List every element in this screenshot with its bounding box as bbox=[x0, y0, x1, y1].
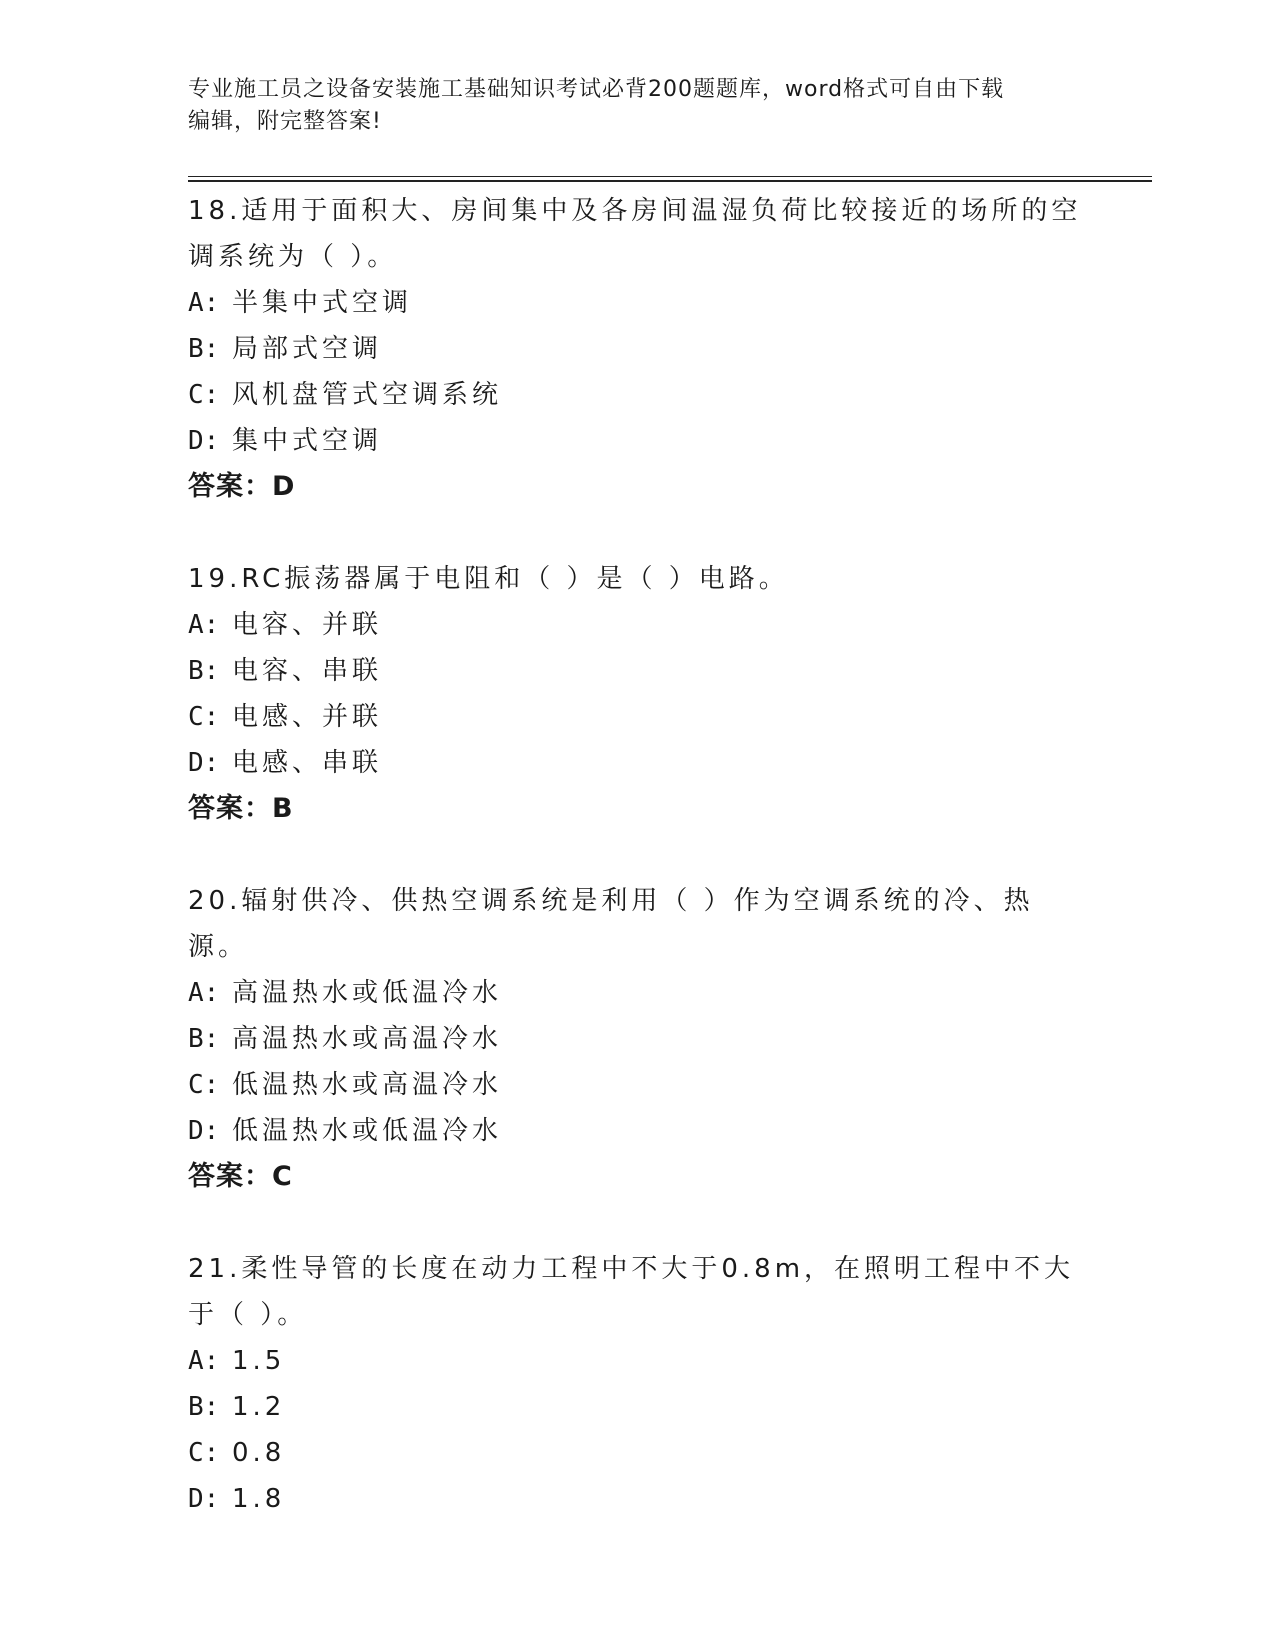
header-line-2: 编辑，附完整答案! bbox=[188, 109, 382, 134]
option-text: 1.2 bbox=[232, 1392, 286, 1422]
option-text: 风机盘管式空调系统 bbox=[232, 380, 503, 410]
question-19 bbox=[188, 556, 1088, 832]
question-stem: 21.柔性导管的长度在动力工程中不大于0.8m，在照明工程中不大于（ ）。 bbox=[188, 1254, 1075, 1330]
option-c bbox=[188, 1430, 1088, 1476]
header-divider-thick bbox=[188, 180, 1152, 182]
option-d bbox=[188, 740, 1088, 786]
option-text: 0.8 bbox=[232, 1438, 286, 1468]
option-b bbox=[188, 1384, 1088, 1430]
option-letter: C: bbox=[188, 702, 220, 732]
option-text: 电感、串联 bbox=[232, 748, 383, 778]
option-text: 集中式空调 bbox=[232, 426, 383, 456]
option-text: 电容、并联 bbox=[232, 610, 383, 640]
option-text: 局部式空调 bbox=[232, 334, 383, 364]
question-stem: 19.RC振荡器属于电阻和（ ）是（ ）电路。 bbox=[188, 564, 789, 594]
option-letter: B: bbox=[188, 334, 220, 364]
option-text: 1.5 bbox=[232, 1346, 286, 1376]
option-text: 高温热水或高温冷水 bbox=[232, 1024, 503, 1054]
option-letter: A: bbox=[188, 1346, 220, 1376]
option-text: 半集中式空调 bbox=[232, 288, 413, 318]
header-divider-thin bbox=[188, 176, 1152, 177]
option-text: 高温热水或低温冷水 bbox=[232, 978, 503, 1008]
question-stem: 20.辐射供冷、供热空调系统是利用（ ）作为空调系统的冷、热源。 bbox=[188, 886, 1034, 962]
option-d bbox=[188, 1108, 1088, 1154]
option-letter: B: bbox=[188, 656, 220, 686]
option-c bbox=[188, 1062, 1088, 1108]
option-text: 低温热水或高温冷水 bbox=[232, 1070, 503, 1100]
option-letter: B: bbox=[188, 1392, 220, 1422]
option-text: 低温热水或低温冷水 bbox=[232, 1116, 503, 1146]
question-stem: 18.适用于面积大、房间集中及各房间温湿负荷比较接近的场所的空调系统为（ ）。 bbox=[188, 196, 1082, 272]
header-line-1: 专业施工员之设备安装施工基础知识考试必背200题题库，word格式可自由下载 bbox=[188, 77, 1005, 102]
option-b bbox=[188, 648, 1088, 694]
option-b bbox=[188, 1016, 1088, 1062]
option-a bbox=[188, 280, 1088, 326]
option-letter: D: bbox=[188, 426, 220, 456]
option-letter: B: bbox=[188, 1024, 220, 1054]
document-header bbox=[188, 74, 1088, 138]
question-21 bbox=[188, 1246, 1088, 1522]
question-20 bbox=[188, 878, 1088, 1200]
option-text: 电容、串联 bbox=[232, 656, 383, 686]
option-text: 1.8 bbox=[232, 1484, 286, 1514]
option-letter: A: bbox=[188, 610, 220, 640]
option-d bbox=[188, 418, 1088, 464]
option-c bbox=[188, 372, 1088, 418]
option-c bbox=[188, 694, 1088, 740]
option-text: 电感、并联 bbox=[232, 702, 383, 732]
option-a bbox=[188, 602, 1088, 648]
option-letter: C: bbox=[188, 1438, 220, 1468]
option-letter: D: bbox=[188, 1116, 220, 1146]
answer-line: 答案：C bbox=[188, 1161, 293, 1192]
option-b bbox=[188, 326, 1088, 372]
option-a bbox=[188, 1338, 1088, 1384]
option-a bbox=[188, 970, 1088, 1016]
option-letter: A: bbox=[188, 288, 220, 318]
option-letter: A: bbox=[188, 978, 220, 1008]
option-d bbox=[188, 1476, 1088, 1522]
answer-line: 答案：D bbox=[188, 471, 296, 502]
option-letter: D: bbox=[188, 748, 220, 778]
question-list bbox=[188, 188, 1088, 1568]
option-letter: D: bbox=[188, 1484, 220, 1514]
option-letter: C: bbox=[188, 1070, 220, 1100]
answer-line: 答案：B bbox=[188, 793, 294, 824]
option-letter: C: bbox=[188, 380, 220, 410]
question-18 bbox=[188, 188, 1088, 510]
